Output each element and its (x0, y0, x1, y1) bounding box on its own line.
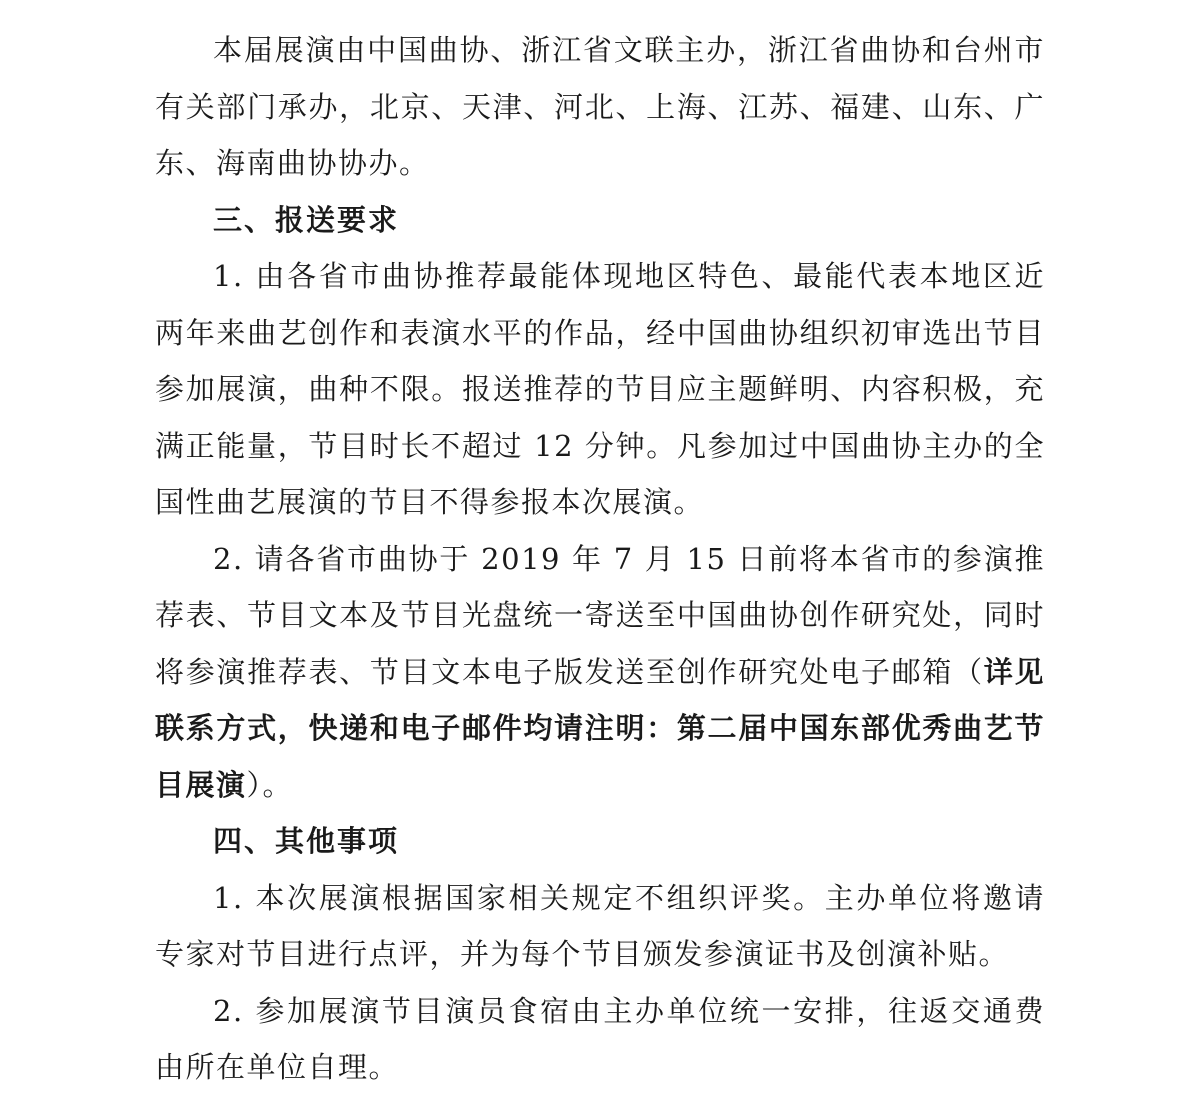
submission-requirement-item-2 (155, 531, 1045, 814)
other-matters-item-2: 2. 参加展演节目演员食宿由主办单位统一安排，往返交通费由所在单位自理。 (155, 993, 1045, 1084)
organizers-paragraph: 本届展演由中国曲协、浙江省文联主办，浙江省曲协和台州市有关部门承办，北京、天津、河北、上海、江苏、福建、山东、广东、海南曲协协办。 (155, 33, 1045, 180)
submission-requirement-item-2-bold-note: 详见联系方式，快递和电子邮件均请注明：第二届中国东部优秀曲艺节目展演 (155, 654, 1045, 802)
section-heading-other-matters: 四、其他事项 (213, 824, 400, 858)
other-matters-item-1: 1. 本次展演根据国家相关规定不组织评奖。主办单位将邀请专家对节目进行点评，并为每个节目颁发参演证书及创演补贴。 (155, 880, 1045, 971)
submission-requirement-item-2-text: 2. 请各省市曲协于 2019 年 7 月 15 日前将本省市的参演推荐表、节目文本及节目光盘统一寄送至中国曲协创作研究处，同时将参演推荐表、节目文本电子版发送至创作研究处电子邮箱（ (155, 541, 1045, 689)
document-page (155, 22, 1045, 1096)
section-heading-submission-requirements: 三、报送要求 (213, 202, 400, 237)
submission-requirement-item-2-end: ）。 (246, 767, 294, 802)
submission-requirement-item-1: 1. 由各省市曲协推荐最能体现地区特色、最能代表本地区近两年来曲艺创作和表演水平的作品，经中国曲协组织初审选出节目参加展演，曲种不限。报送推荐的节目应主题鲜明、内容积极，充满正能量，节目时长不超过 12 分钟。凡参加过中国曲协主办的全国性曲艺展演的节目不得参报本次展演。 (155, 259, 1045, 519)
